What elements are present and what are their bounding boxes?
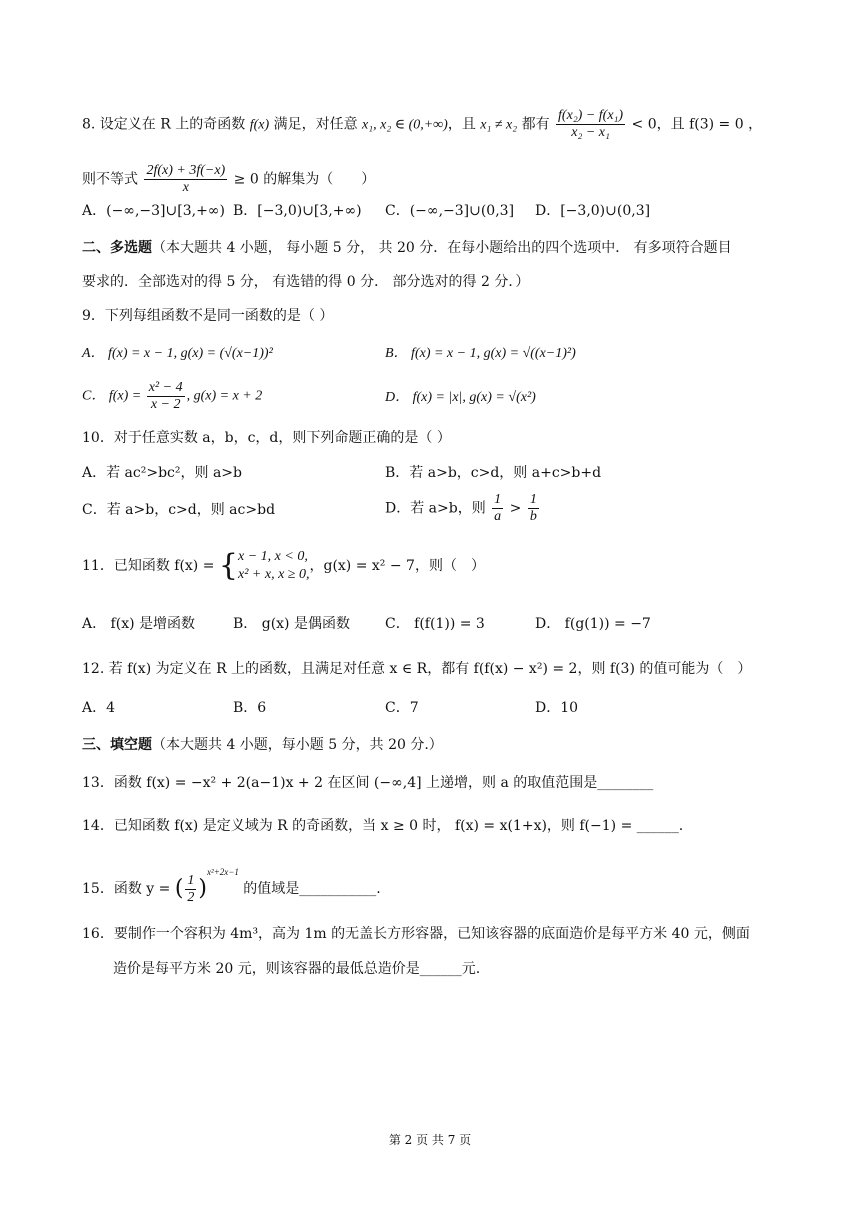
q12-option-a: A．4	[82, 700, 116, 716]
q12-stem: 12. 若 f(x) 为定义在 R 上的函数，且满足对任意 x ∈ R，都有 f(f(x) − x²) = 2，则 f(3) 的值可能为（ ）	[82, 661, 752, 677]
q8-text-f: 则不等式	[82, 171, 143, 188]
q9-c-post: , g(x) = x + 2	[186, 388, 263, 404]
q8-fx: f(x)	[249, 117, 270, 133]
q8-text-b: 满足，对任意	[269, 116, 363, 133]
section2-header	[82, 238, 732, 258]
q11-cases	[238, 548, 309, 584]
q15-fraction	[185, 873, 196, 906]
q11-option-a: A． f(x) 是增函数	[82, 616, 196, 632]
q10-d-den1: a	[494, 509, 502, 524]
q8-text-g: ≥ 0 的解集为（ ）	[229, 171, 376, 188]
q12-option-b: B．6	[233, 700, 267, 716]
section2-title: 二、多选题	[82, 240, 152, 256]
q15-den: 2	[187, 889, 195, 905]
q9-option-d: D． f(x) = |x|, g(x) = √(x²)	[385, 390, 536, 405]
q8-vars: x₁, x₂ ∈ (0,+∞)	[362, 117, 448, 133]
q10-option-d	[385, 492, 541, 525]
q9-stem: 9．下列每组函数不是同一函数的是（ ）	[82, 308, 334, 324]
q8-frac-den: x₂ − x₁	[571, 125, 610, 140]
q11-brace: {	[218, 548, 238, 583]
q9-c-num: x² − 4	[148, 380, 183, 395]
q10-option-b: B．若 a>b，c>d，则 a+c>b+d	[385, 465, 602, 481]
q8-frac-num: f(x₂) − f(x₁)	[558, 108, 624, 123]
q8-fraction	[556, 108, 625, 141]
q9-option-c	[82, 380, 262, 413]
q11-option-c: C． f(f(1)) = 3	[385, 616, 485, 632]
q12-option-d: D．10	[535, 700, 579, 716]
q10-d-gt: >	[505, 500, 526, 517]
q14-stem: 14．已知函数 f(x) 是定义域为 R 的奇函数，当 x ≥ 0 时， f(x) = x(1+x)，则 f(−1) = ______.	[82, 818, 684, 834]
q8-frac2-num: 2f(x) + 3f(−x)	[146, 163, 226, 178]
q8-option-c: C．(−∞,−3]∪(0,3]	[385, 203, 515, 219]
q15-stem	[82, 862, 381, 906]
q8-neq: x₁ ≠ x₂	[480, 117, 518, 133]
q11-stem	[82, 548, 485, 584]
section3-header	[82, 735, 443, 755]
q8-text-a: 8. 设定义在 R 上的奇函数	[82, 116, 250, 133]
q15-lparen: (	[174, 876, 184, 901]
q15-rparen: )	[198, 876, 207, 901]
q8-fraction2	[144, 163, 227, 196]
q15-num: 1	[187, 872, 195, 888]
q9-c-fraction	[147, 380, 185, 413]
q15-exponent: x²+2x−1	[207, 867, 239, 877]
q8-option-a: A．(−∞,−3]∪[3,+∞)	[82, 203, 225, 219]
q8-option-d: D．[−3,0)∪(0,3]	[535, 203, 651, 219]
q11-option-d: D． f(g(1)) = −7	[535, 616, 651, 632]
q10-d-frac1	[492, 492, 503, 525]
q8-line1	[82, 108, 762, 141]
section3-title: 三、填空题	[82, 737, 152, 753]
section2-desc1: （本大题共 4 小题， 每小题 5 分， 共 20 分．在每小题给出的四个选项中． 有多项符合题目	[152, 240, 732, 256]
q10-d-num2: 1	[529, 492, 537, 507]
page-footer: 第 2 页 共 7 页	[388, 1133, 472, 1147]
q9-c-den: x − 2	[150, 397, 181, 412]
section3-desc: （本大题共 4 小题，每小题 5 分，共 20 分.）	[152, 737, 443, 753]
q8-text-e: < 0，且 f(3) = 0 ，	[627, 116, 763, 133]
q16-line1: 16．要制作一个容积为 4m³，高为 1m 的无盖长方形容器，已知该容器的底面造价是每平方米 40 元，侧面	[82, 926, 750, 942]
q13-stem: 13．函数 f(x) = −x² + 2(a−1)x + 2 在区间 (−∞,4] 上递增，则 a 的取值范围是________	[82, 775, 654, 791]
q8-text-d: 都有	[517, 116, 555, 133]
q8-text-c: ，且	[447, 116, 481, 133]
q10-d-den2: b	[529, 509, 537, 524]
q15-post: 的值域是___________.	[238, 881, 381, 897]
q11-case2: x² + x, x ≥ 0,	[238, 567, 310, 582]
q10-d-num1: 1	[494, 492, 502, 507]
q9-option-a: A． f(x) = x − 1, g(x) = (√(x−1))²	[82, 346, 273, 361]
q10-d-pre: D．若 a>b，则	[385, 500, 491, 517]
q11-case1: x − 1, x < 0,	[238, 549, 308, 564]
q11-pre: 11．已知函数 f(x) =	[82, 558, 219, 574]
q9-c-pre: C． f(x) =	[82, 388, 145, 404]
q9-option-b: B． f(x) = x − 1, g(x) = √((x−1)²)	[385, 346, 576, 361]
q11-post: ，g(x) = x² − 7，则（ ）	[309, 558, 485, 574]
q8-option-b: B．[−3,0)∪[3,+∞)	[233, 203, 362, 219]
q8-line2	[82, 163, 375, 196]
q15-pre: 15．函数 y =	[82, 881, 175, 897]
q10-option-c: C．若 a>b，c>d，则 ac>bd	[82, 502, 276, 518]
q10-option-a: A．若 ac²>bc²，则 a>b	[82, 465, 242, 481]
q16-line2: 造价是每平方米 20 元，则该容器的最低总造价是______元.	[113, 961, 481, 977]
q10-stem: 10．对于任意实数 a，b，c，d，则下列命题正确的是（ ）	[82, 430, 451, 446]
q10-d-frac2	[528, 492, 539, 525]
q12-option-c: C．7	[385, 700, 419, 716]
section2-desc2: 要求的．全部选对的得 5 分， 有选错的得 0 分． 部分选对的得 2 分．）	[82, 274, 530, 290]
q8-frac2-den: x	[182, 180, 189, 195]
q11-option-b: B． g(x) 是偶函数	[233, 616, 350, 632]
